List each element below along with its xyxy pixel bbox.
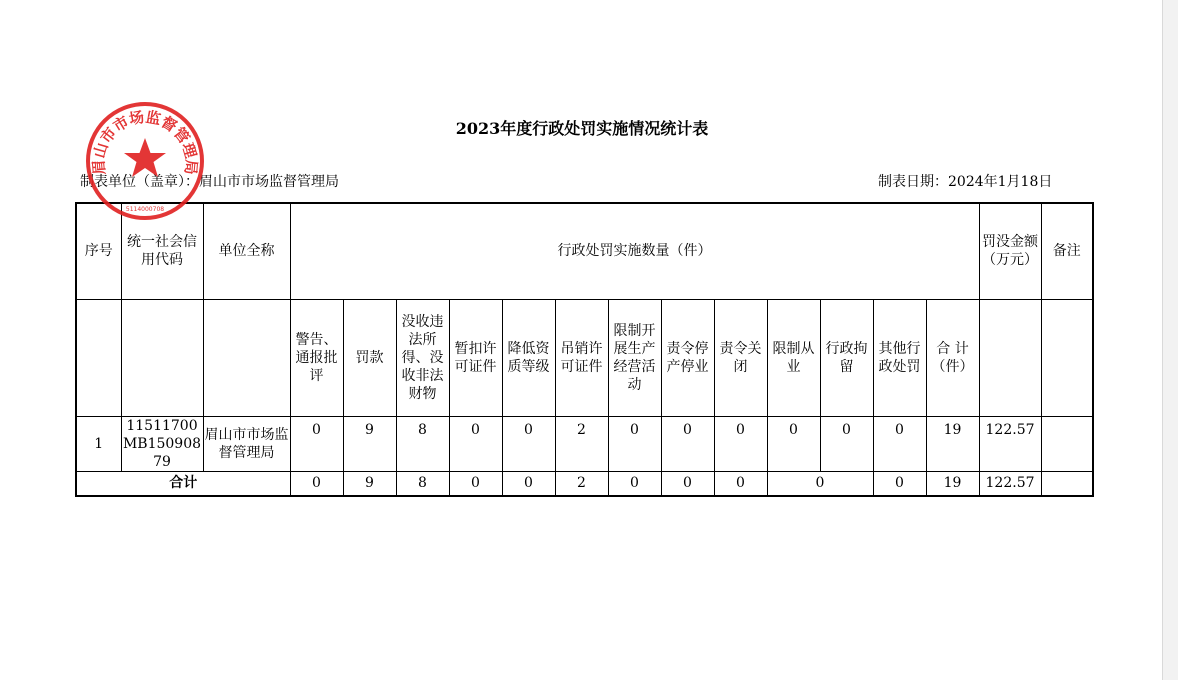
total-value: 8 [396, 471, 449, 496]
row-value: 19 [926, 416, 979, 471]
row-value: 0 [820, 416, 873, 471]
scrollbar-track[interactable] [1162, 0, 1178, 680]
header-empty-remark [1041, 299, 1093, 416]
total-merged-value: 0 [767, 471, 873, 496]
total-value: 0 [608, 471, 661, 496]
subheader-cell: 降低资质等级 [502, 299, 555, 416]
date-label: 制表日期： [878, 174, 948, 190]
subheader-cell: 罚款 [343, 299, 396, 416]
total-label: 合计 [76, 471, 290, 496]
row-value: 0 [873, 416, 926, 471]
header-empty-3 [203, 299, 290, 416]
row-fine: 122.57 [979, 416, 1041, 471]
header-fine: 罚没金额（万元） [979, 203, 1041, 299]
subheader-cell: 责令停产停业 [661, 299, 714, 416]
unit-label: 制表单位（盖章）： [80, 174, 199, 190]
row-value: 0 [767, 416, 820, 471]
date-value: 2024年1月18日 [948, 174, 1053, 190]
stamp-number: 5114000708 [125, 206, 165, 213]
total-fine: 122.57 [979, 471, 1041, 496]
statistics-table [75, 202, 1094, 497]
row-credit-code: 11511700MB15090879 [122, 417, 202, 470]
total-value: 0 [502, 471, 555, 496]
star-icon [124, 138, 166, 177]
total-value: 0 [449, 471, 502, 496]
header-empty-fine [979, 299, 1041, 416]
row-value: 8 [396, 416, 449, 471]
header-count-group: 行政处罚实施数量（件） [290, 203, 979, 299]
row-remark [1041, 416, 1093, 471]
official-seal-stamp [84, 100, 206, 222]
subheader-cell: 行政拘留 [820, 299, 873, 416]
header-empty-2 [121, 299, 203, 416]
total-value: 9 [343, 471, 396, 496]
row-value: 0 [661, 416, 714, 471]
subheader-cell: 责令关闭 [714, 299, 767, 416]
row-seq: 1 [76, 416, 121, 471]
subheader-cell: 没收违法所得、没收非法财物 [396, 299, 449, 416]
row-value: 0 [449, 416, 502, 471]
subheader-cell: 限制开展生产经营活动 [608, 299, 661, 416]
total-value: 19 [926, 471, 979, 496]
unit-value: 眉山市市场监督管理局 [199, 174, 339, 190]
row-value: 0 [290, 416, 343, 471]
subheader-cell: 警告、通报批评 [290, 299, 343, 416]
row-unit-name: 眉山市市场监督管理局 [203, 416, 290, 471]
header-empty-1 [76, 299, 121, 416]
header-credit-code: 统一社会信用代码 [121, 203, 203, 299]
subheader-cell: 其他行政处罚 [873, 299, 926, 416]
subheader-cell: 暂扣许可证件 [449, 299, 502, 416]
row-value: 0 [502, 416, 555, 471]
total-remark [1041, 471, 1093, 496]
subheader-cell: 吊销许可证件 [555, 299, 608, 416]
row-value: 9 [343, 416, 396, 471]
subheader-cell: 限制从业 [767, 299, 820, 416]
page-title: 2023年度行政处罚实施情况统计表 [455, 119, 709, 138]
total-value: 0 [714, 471, 767, 496]
date-line [878, 171, 1052, 191]
total-value: 2 [555, 471, 608, 496]
header-unit-name: 单位全称 [203, 203, 290, 299]
row-value: 0 [714, 416, 767, 471]
total-value: 0 [290, 471, 343, 496]
total-value: 0 [661, 471, 714, 496]
table-row [76, 416, 1093, 471]
subheader-cell: 合 计（件） [926, 299, 979, 416]
row-value: 2 [555, 416, 608, 471]
row-value: 0 [608, 416, 661, 471]
total-value: 0 [873, 471, 926, 496]
header-seq: 序号 [76, 203, 121, 299]
header-remark: 备注 [1041, 203, 1093, 299]
total-row [76, 471, 1093, 496]
stamp-text: 眉山市市场监督管理局 [89, 107, 201, 176]
